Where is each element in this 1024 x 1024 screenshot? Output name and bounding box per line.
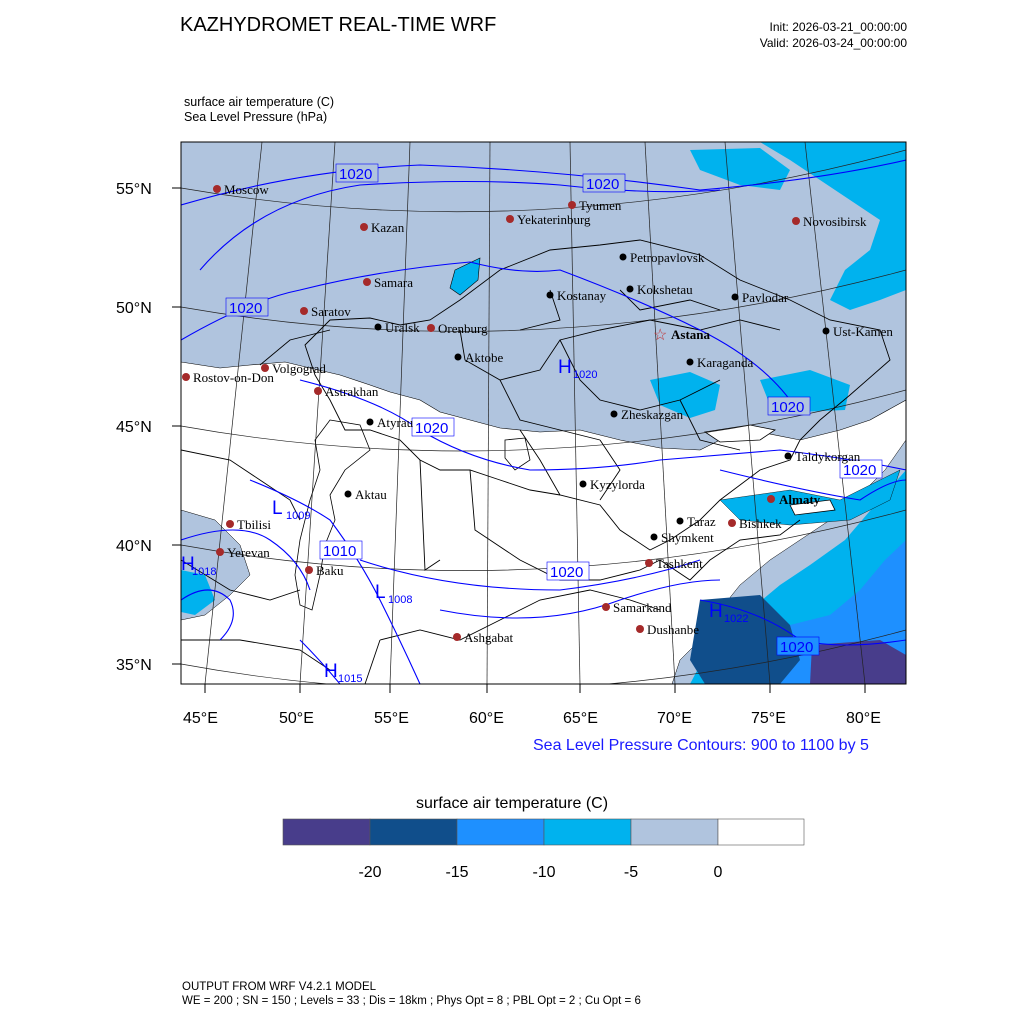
city-label: Tbilisi (237, 517, 271, 532)
city-label: Baku (316, 563, 344, 578)
city-label: Samara (374, 275, 413, 290)
colorbar-swatch (631, 819, 718, 845)
lon-label: 55°E (374, 710, 409, 727)
colorbar-swatch (370, 819, 457, 845)
init-time: Init: 2026-03-21_00:00:00 (769, 20, 907, 34)
city-label: Aktobe (465, 350, 504, 365)
lon-label: 65°E (563, 710, 598, 727)
model-version: OUTPUT FROM WRF V4.2.1 MODEL (182, 981, 377, 993)
lat-label: 45°N (116, 419, 152, 436)
city-label: Taraz (687, 514, 716, 529)
isobar-label: 1010 (323, 543, 357, 560)
isobar-label: 1020 (780, 639, 814, 656)
isobar-label: 1020 (550, 564, 584, 581)
isobar-label: 1020 (586, 176, 620, 193)
field-pressure: Sea Level Pressure (hPa) (184, 110, 328, 124)
lon-label: 80°E (846, 710, 881, 727)
city-label: Aktau (355, 487, 387, 502)
colorbar-tick-label: -15 (445, 864, 469, 881)
lon-label: 45°E (183, 710, 218, 727)
valid-time: Valid: 2026-03-24_00:00:00 (759, 36, 907, 50)
city-label: Bishkek (739, 516, 782, 531)
city-label: Shymkent (661, 530, 714, 545)
city-label: Tashkent (656, 556, 703, 571)
lat-label: 40°N (116, 538, 152, 555)
colorbar (283, 819, 804, 881)
city-label: Samarkand (613, 600, 672, 615)
field-temperature: surface air temperature (C) (184, 95, 335, 109)
lat-label: 35°N (116, 657, 152, 674)
city-label: Kazan (371, 220, 405, 235)
city-label: Novosibirsk (803, 214, 867, 229)
pressure-center-value: 1018 (192, 566, 217, 578)
city-label: Uralsk (385, 320, 420, 335)
pressure-center-symbol: L (272, 498, 283, 519)
lon-label: 50°E (279, 710, 314, 727)
pressure-center-value: 1020 (573, 369, 598, 381)
city-label: Petropavlovsk (630, 250, 705, 265)
lon-label: 70°E (657, 710, 692, 727)
page-title: KAZHYDROMET REAL-TIME WRF (180, 14, 497, 36)
colorbar-tick-label: 0 (713, 864, 723, 881)
city-label: Ust-Kamen (833, 324, 893, 339)
lat-label: 50°N (116, 300, 152, 317)
pressure-center-symbol: H (181, 554, 195, 575)
pressure-center-value: 1022 (724, 613, 749, 625)
pressure-center-value: 1015 (338, 673, 363, 685)
city-label: Almaty (779, 492, 821, 507)
isobar-label: 1020 (339, 166, 373, 183)
pressure-center-value: 1008 (388, 594, 413, 606)
capital-star-icon: ☆ (653, 327, 668, 344)
lon-label: 75°E (751, 710, 786, 727)
city-label: Rostov-on-Don (193, 370, 274, 385)
pressure-center-value: 1009 (286, 510, 311, 522)
city-label: Karaganda (697, 355, 754, 370)
city-label: Dushanbe (647, 622, 699, 637)
colorbar-tick-label: -10 (532, 864, 556, 881)
lat-label: 55°N (116, 181, 152, 198)
pressure-center-symbol: H (324, 661, 338, 682)
city-label: Saratov (311, 304, 351, 319)
city-label: Taldykorgan (795, 449, 861, 464)
city-label: Kokshetau (637, 282, 693, 297)
slp-contour-note: Sea Level Pressure Contours: 900 to 1100 by 5 (533, 737, 869, 754)
model-info (182, 980, 641, 1008)
colorbar-title: surface air temperature (C) (415, 795, 609, 812)
colorbar-swatch (457, 819, 544, 845)
city-label: Kyzylorda (590, 477, 645, 492)
colorbar-tick-label: -20 (358, 864, 382, 881)
isobar-label: 1020 (771, 399, 805, 416)
isobar-label: 1020 (229, 300, 263, 317)
isobar-label: 1020 (415, 420, 449, 437)
city-label: Ashgabat (464, 630, 514, 645)
city-label: Kostanay (557, 288, 607, 303)
city-label: Orenburg (438, 321, 488, 336)
pressure-center-symbol: H (709, 601, 723, 622)
colorbar-swatch (718, 819, 804, 845)
city-label: Volgograd (272, 361, 326, 376)
colorbar-swatch (283, 819, 370, 845)
city-label: Zheskazgan (621, 407, 684, 422)
model-config: WE = 200 ; SN = 150 ; Levels = 33 ; Dis = 18km ; Phys Opt = 8 ; PBL Opt = 2 ; Cu Opt = 6 (182, 995, 641, 1007)
lon-label: 60°E (469, 710, 504, 727)
city-label: Atyrau (377, 415, 414, 430)
pressure-center-symbol: H (558, 357, 572, 378)
city-label: Pavlodar (742, 290, 789, 305)
city-label: Astrakhan (325, 384, 379, 399)
isobar-label: 1020 (843, 462, 877, 479)
city-label: Astana (671, 327, 711, 342)
city-label: Tyumen (579, 198, 622, 213)
pressure-center-symbol: L (375, 582, 386, 603)
city-label: Moscow (224, 182, 269, 197)
colorbar-swatch (544, 819, 631, 845)
colorbar-tick-label: -5 (623, 864, 639, 881)
city-label: Yekaterinburg (517, 212, 591, 227)
city-label: Yerevan (227, 545, 270, 560)
